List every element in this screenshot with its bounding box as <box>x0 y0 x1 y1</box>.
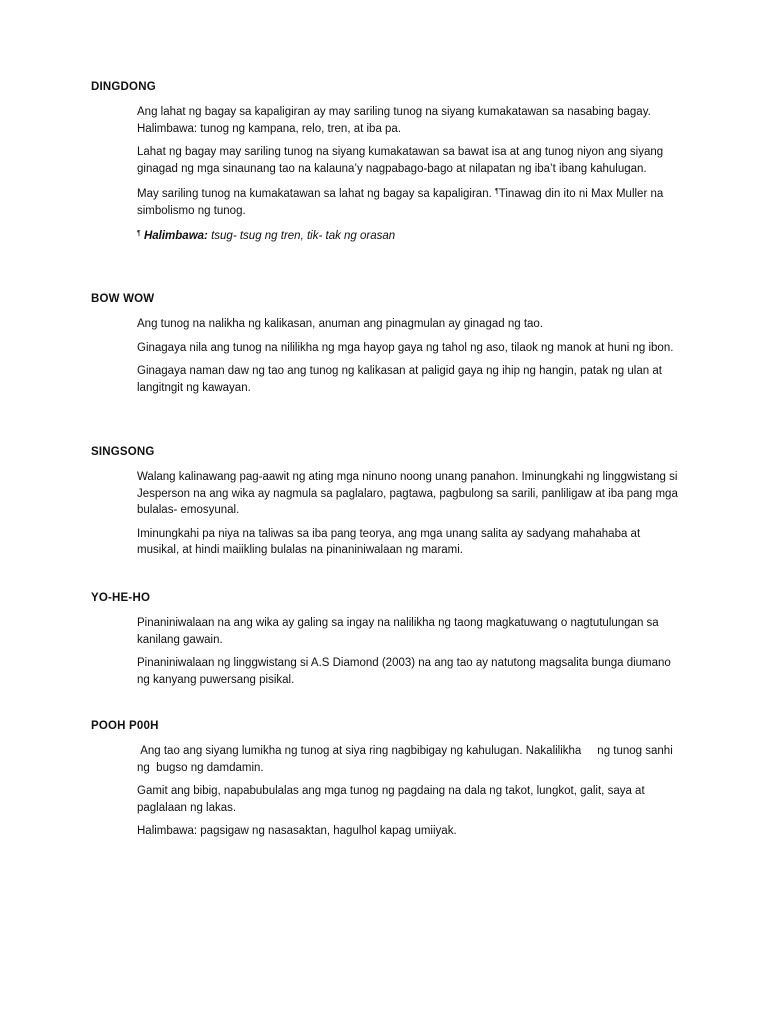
paragraph-text: May sariling tunog na kumakatawan sa lahat ng bagay sa kapaligiran. <box>137 188 492 200</box>
section-heading: YO-HE-HO <box>91 592 151 604</box>
paragraph: Walang kalinawang pag-aawit ng ating mga ninuno noong unang panahon. Iminungkahi ng linggwistang si Jesperson na ang wika ay nagmula sa paglalaro, pagtawa, pagbulong sa sarili, panliligaw at iba pang mga bulalas- emosyunal. <box>137 471 678 516</box>
paragraph: Ginagaya naman daw ng tao ang tunog ng kalikasan at paligid gaya ng ihip ng hangin, patak ng ulan at langitngit ng kawayan. <box>137 365 662 394</box>
paragraph: Ang lahat ng bagay sa kapaligiran ay may sariling tunog na siyang kumakatawan sa nasabing bagay. Halimbawa: tunog ng kampana, relo, tren, at iba pa. <box>137 106 651 135</box>
section-heading: BOW WOW <box>91 293 155 305</box>
paragraph: Halimbawa: pagsigaw ng nasasaktan, hagulhol kapag umiiyak. <box>137 825 457 837</box>
example-line <box>137 226 685 245</box>
paragraph-mark-icon: ¶ <box>137 230 141 237</box>
paragraph: Ang tunog na nalikha ng kalikasan, anuman ang pinagmulan ay ginagad ng tao. <box>137 318 543 330</box>
section-bow-wow <box>91 292 691 396</box>
section-heading: DINGDONG <box>91 81 156 93</box>
paragraph: Pinaniniwalaan na ang wika ay galing sa ingay na nalilikha ng taong magkatuwang o nagtutulungan sa kanilang gawain. <box>137 617 659 646</box>
paragraph: Pinaniniwalaan ng linggwistang si A.S Diamond (2003) na ang tao ay natutong magsalita bunga diumano ng kanyang puwersang pisikal. <box>137 657 671 686</box>
paragraph: Ang tao ang siyang lumikha ng tunog at siya ring nagbibigay ng kahulugan. Nakalilikha ng tunog sanhi ng bugso ng damdamin. <box>137 745 676 774</box>
section-heading: SINGSONG <box>91 446 155 458</box>
section-singsong <box>91 445 691 559</box>
section-pooh-pooh <box>91 719 691 840</box>
paragraph <box>137 184 685 219</box>
paragraph-mark-icon: ¶ <box>495 188 499 195</box>
section-dingdong <box>91 80 691 245</box>
example-text: tsug- tsug ng tren, tik- tak ng orasan <box>207 230 396 242</box>
section-yo-he-ho <box>91 591 691 688</box>
paragraph: Iminungkahi pa niya na taliwas sa iba pang teorya, ang mga unang salita ay sadyang mahahaba at musikal, at hindi maiikling bulalas na pinaniniwalaan ng marami. <box>137 527 641 556</box>
paragraph: Ginagaya nila ang tunog na nililikha ng mga hayop gaya ng tahol ng aso, tilaok ng manok at huni ng ibon. <box>137 341 674 354</box>
paragraph: Gamit ang bibig, napabubulalas ang mga tunog ng pagdaing na dala ng takot, lungkot, galit, saya at paglalaan ng lakas. <box>137 785 645 814</box>
paragraph: Lahat ng bagay may sariling tunog na siyang kumakatawan sa bawat isa at ang tunog niyon ang siyang ginagad ng mga sinaunang tao na kalauna’y nagpabago-bago at nilapatan ng iba’t ibang kahulugan. <box>137 146 664 175</box>
section-heading: POOH P00H <box>91 720 159 732</box>
example-label: Halimbawa: <box>143 230 208 242</box>
paragraph-text: Tinawag din ito ni Max Muller na simbolismo ng tunog. <box>137 188 664 217</box>
